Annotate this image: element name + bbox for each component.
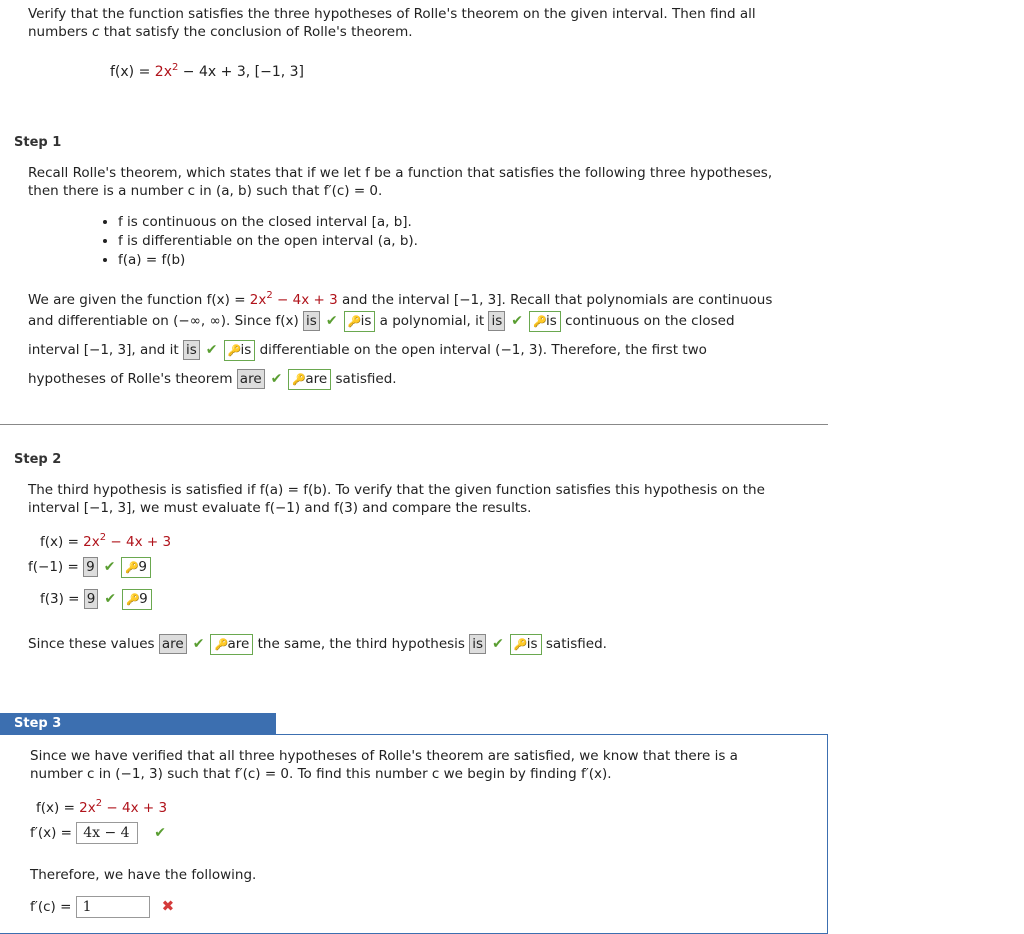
step1-line-3: interval [−1, 3], and it is ✔ 🔑is differentiable on the open interval (−1, 3). Therefore, the first two <box>28 340 707 361</box>
step3-fpx-row: f′(x) = 4x − 4 ✔ <box>30 822 172 844</box>
step2-intro-line-1: The third hypothesis is satisfied if f(a) = f(b). To verify that the given function satisfies this hypothesis on the <box>28 482 765 498</box>
answer-continuous-is[interactable]: is <box>488 311 505 331</box>
answer-differentiable-is[interactable]: is <box>183 340 200 360</box>
step1-line-4: hypotheses of Rolle's theorem are ✔ 🔑are satisfied. <box>28 369 397 390</box>
hypothesis-continuous: • f is continuous on the closed interval [a, b]. <box>118 214 418 230</box>
step3-intro-line-1: Since we have verified that all three hypotheses of Rolle's theorem are satisfied, we know that there is a <box>30 748 738 764</box>
hypothesis-equal-endpoints: • f(a) = f(b) <box>118 252 418 268</box>
key-answer-third-hypothesis-is: 🔑is <box>510 634 542 655</box>
text: numbers <box>28 24 93 40</box>
step2-f3-row: f(3) = 9 ✔ 🔑9 <box>40 589 152 610</box>
step-divider <box>0 424 828 425</box>
function-expression: $2x^2 - 4x + 3$ <box>79 798 168 816</box>
step3-title: Step 3 <box>0 713 276 735</box>
step1-recall-line-1: Recall Rolle's theorem, which states that if we let f be a function that satisfies the following three hypotheses, <box>28 165 773 181</box>
step1-given: We are given the function $f(x) = 2x^2 - 4x + 3$ and the interval [−1, 3]. Recall that polynomials are continuous <box>28 290 773 308</box>
key-answer-continuous-is: 🔑is <box>529 311 561 332</box>
step2-fm1-row: f(−1) = 9 ✔ 🔑9 <box>28 557 151 578</box>
step2-title: Step 2 <box>14 452 62 467</box>
check-icon: ✔ <box>511 313 523 329</box>
text: that satisfy the conclusion of Rolle's theorem. <box>99 24 413 40</box>
check-icon: ✔ <box>325 313 338 329</box>
function-expression-rest: − 4x + 3 <box>178 64 246 80</box>
fprime-c-input[interactable]: 1 <box>76 896 150 918</box>
check-icon: ✔ <box>492 636 504 652</box>
step2-fx-row: $f(x) = 2x^2 - 4x + 3$ <box>40 532 172 550</box>
problem-text-line-2 <box>28 24 413 40</box>
step1-title: Step 1 <box>14 135 62 150</box>
interval: , [−1, 3] <box>245 64 305 80</box>
step3-intro-line-2: number c in (−1, 3) such that f′(c) = 0. To find this number c we begin by finding f′(x). <box>30 766 612 782</box>
answer-polynomial-is[interactable]: is <box>303 311 320 331</box>
answer-hypotheses-are[interactable]: are <box>237 369 265 389</box>
variable-c: c <box>92 24 100 40</box>
problem-text-line-1: Verify that the function satisfies the three hypotheses of Rolle's theorem on the given interval. Then find all <box>28 6 756 22</box>
problem-function <box>110 62 304 80</box>
function-label: f(x) = <box>110 64 155 80</box>
function-expression: $2x^2 - 4x + 3$ <box>249 290 338 308</box>
check-icon: ✔ <box>270 371 283 387</box>
function-expression: $2x^2 - 4x + 3$ <box>83 532 172 550</box>
key-answer-f-minus-1: 🔑9 <box>121 557 151 578</box>
step3-therefore: Therefore, we have the following. <box>30 867 257 883</box>
hypothesis-differentiable: • f is differentiable on the open interval (a, b). <box>118 233 418 249</box>
step2-since-row: Since these values are ✔ 🔑are the same, the third hypothesis is ✔ 🔑is satisfied. <box>28 634 607 655</box>
check-icon: ✔ <box>154 825 166 841</box>
key-icon: 🔑 <box>347 315 362 328</box>
function-expression: $2x^2$ <box>154 62 179 80</box>
step3-fpc-row: f′(c) = 1 ✖ <box>30 896 174 918</box>
hypothesis-list <box>100 214 418 271</box>
step1-line-2: and differentiable on (−∞, ∞). Since f(x) is ✔ 🔑is a polynomial, it is ✔ 🔑is continuous on the closed <box>28 311 735 332</box>
key-icon: 🔑 <box>292 373 307 386</box>
check-icon: ✔ <box>205 342 218 358</box>
step3-fx-row: $f(x) = 2x^2 - 4x + 3$ <box>36 798 168 816</box>
check-icon: ✔ <box>103 559 116 575</box>
answer-values-are[interactable]: are <box>159 634 187 654</box>
step1-recall-line-2: then there is a number c in (a, b) such that f′(c) = 0. <box>28 183 383 199</box>
key-answer-differentiable-is: 🔑is <box>224 340 256 361</box>
answer-f-3[interactable]: 9 <box>84 589 99 609</box>
check-icon: ✔ <box>192 636 205 652</box>
key-icon: 🔑 <box>214 638 229 651</box>
key-answer-f-3: 🔑9 <box>122 589 152 610</box>
key-icon: 🔑 <box>513 638 528 651</box>
key-icon: 🔑 <box>227 344 242 357</box>
cross-icon: ✖ <box>161 897 175 915</box>
key-icon: 🔑 <box>126 593 140 606</box>
key-icon: 🔑 <box>125 561 140 574</box>
answer-third-hypothesis-is[interactable]: is <box>469 634 486 654</box>
key-answer-hypotheses-are: 🔑are <box>288 369 331 390</box>
key-icon: 🔑 <box>533 315 547 328</box>
step2-intro-line-2: interval [−1, 3], we must evaluate f(−1) and f(3) and compare the results. <box>28 500 532 516</box>
key-answer-polynomial-is: 🔑is <box>344 311 376 332</box>
answer-f-minus-1[interactable]: 9 <box>83 557 98 577</box>
key-answer-values-are: 🔑are <box>210 634 253 655</box>
check-icon: ✔ <box>104 591 117 607</box>
derivative-input[interactable]: 4x − 4 <box>76 822 138 844</box>
